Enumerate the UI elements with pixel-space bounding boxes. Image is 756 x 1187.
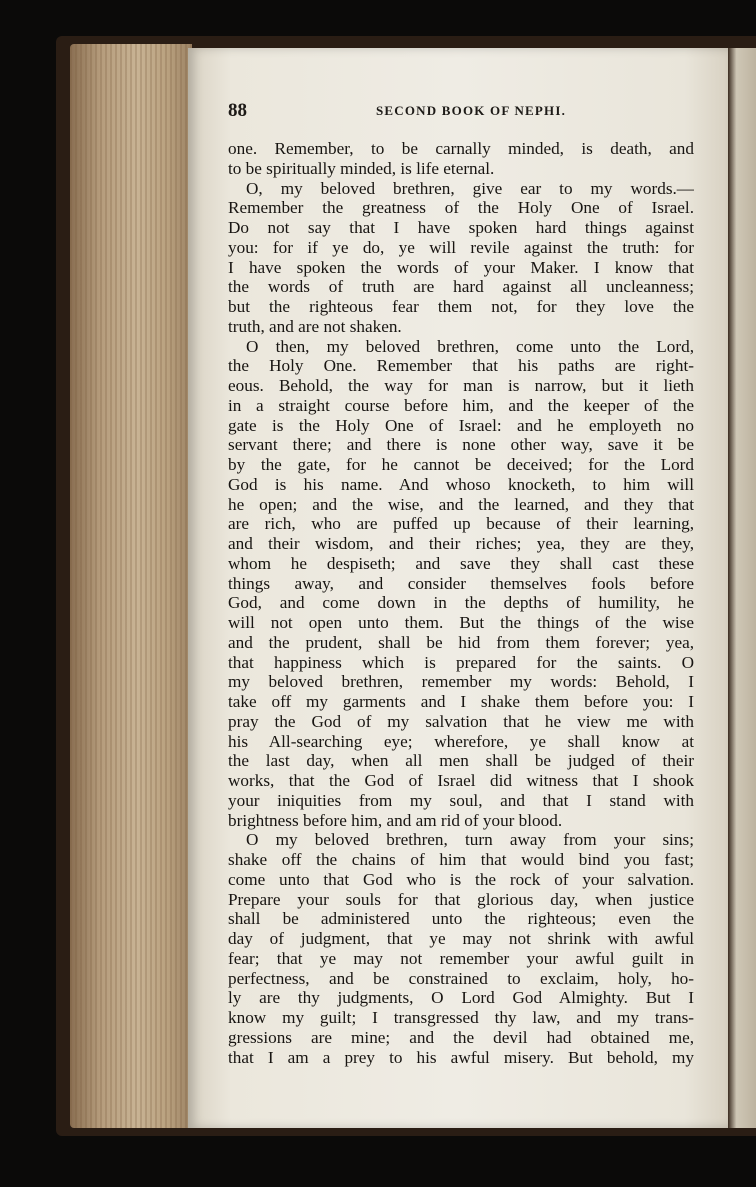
text-line: servant there; and there is none other way, save it be [228, 435, 694, 455]
text-line: and the prudent, shall be hid from them forever; yea, [228, 632, 694, 652]
text-line: gressions are mine; and the devil had obtained me, [228, 1027, 694, 1047]
text-line: in a straight course before him, and the keeper of the [228, 395, 694, 415]
running-title: SECOND BOOK OF NEPHI. [375, 103, 567, 118]
text-line: God is his name. And whoso knocketh, to him will [228, 474, 694, 494]
text-line: he open; and the wise, and the learned, and they that [228, 494, 694, 514]
text-line: gate is the Holy One of Israel: and he employeth no [228, 415, 694, 435]
text-line: works, that the God of Israel did witness that I shook [228, 771, 694, 790]
facing-page-edge [728, 48, 756, 1128]
text-line: Prepare your souls for that glorious day, when justice [228, 889, 694, 909]
page-edges [70, 44, 192, 1128]
text-line: day of judgment, that ye may not shrink with awful [228, 929, 694, 948]
text-line: you: for if ye do, ye will revile against the truth: for [228, 237, 694, 257]
text-line: I have spoken the words of your Maker. I know that [228, 257, 694, 277]
text-line: ly are thy judgments, O Lord God Almighty. But I [228, 988, 694, 1008]
text-line: my beloved brethren, remember my words: Behold, I [228, 672, 694, 692]
text-line: Remember the greatness of the Holy One of Israel. [228, 198, 694, 218]
text-line: know my guilt; I transgressed thy law, and my trans- [228, 1008, 694, 1027]
text-line: come unto that God who is the rock of your salvation. [228, 869, 694, 889]
text-line: the last day, when all men shall be judged of their [228, 751, 694, 771]
text-line: your iniquities from my soul, and that I stand with [228, 790, 694, 810]
text-line: shall be administered unto the righteous; even the [228, 909, 694, 929]
text-line: his All-searching eye; wherefore, ye shall know at [228, 731, 694, 751]
text-line: things away, and consider themselves fools before [228, 573, 694, 593]
text-line: eous. Behold, the way for man is narrow, but it lieth [228, 376, 694, 395]
text-line: one. Remember, to be carnally minded, is death, and [228, 139, 694, 158]
text-line: the Holy One. Remember that his paths are right- [228, 356, 694, 376]
text-line: take off my garments and I shake them before you: I [228, 692, 694, 711]
text-line: to be spiritually minded, is life eternal. [228, 158, 495, 178]
text-line: by the gate, for he cannot be deceived; for the Lord [228, 455, 694, 474]
text-line: whom he despiseth; and save they shall cast these [228, 553, 694, 573]
text-line: that I am a prey to his awful misery. But behold, my [228, 1047, 694, 1067]
text-line: and their wisdom, and their riches; yea, they are they, [228, 534, 694, 553]
text-line: truth, and are not shaken. [228, 316, 402, 336]
body-text [228, 139, 694, 1067]
text-line: Do not say that I have spoken hard things against [228, 218, 694, 237]
text-line: O my beloved brethren, turn away from your sins; [246, 830, 694, 850]
text-line: the words of truth are hard against all uncleanness; [228, 277, 694, 297]
text-line: will not open unto them. But the things of the wise [228, 613, 694, 632]
text-line: pray the God of my salvation that he view me with [228, 711, 694, 731]
text-line: fear; that ye may not remember your awful guilt in [228, 948, 694, 968]
text-line: O then, my beloved brethren, come unto the Lord, [246, 336, 694, 356]
text-line: that happiness which is prepared for the saints. O [228, 652, 694, 672]
text-line: are rich, who are puffed up because of their learning, [228, 514, 694, 534]
text-line: God, and come down in the depths of humility, he [228, 593, 694, 613]
page-number: 88 [228, 100, 247, 121]
text-line: perfectness, and be constrained to exclaim, holy, ho- [228, 968, 694, 988]
text-line: O, my beloved brethren, give ear to my words.— [246, 178, 694, 198]
page-header [228, 100, 694, 124]
text-line: shake off the chains of him that would bind you fast; [228, 850, 694, 869]
text-line: brightness before him, and am rid of your blood. [228, 810, 563, 830]
text-line: but the righteous fear them not, for they love the [228, 297, 694, 316]
